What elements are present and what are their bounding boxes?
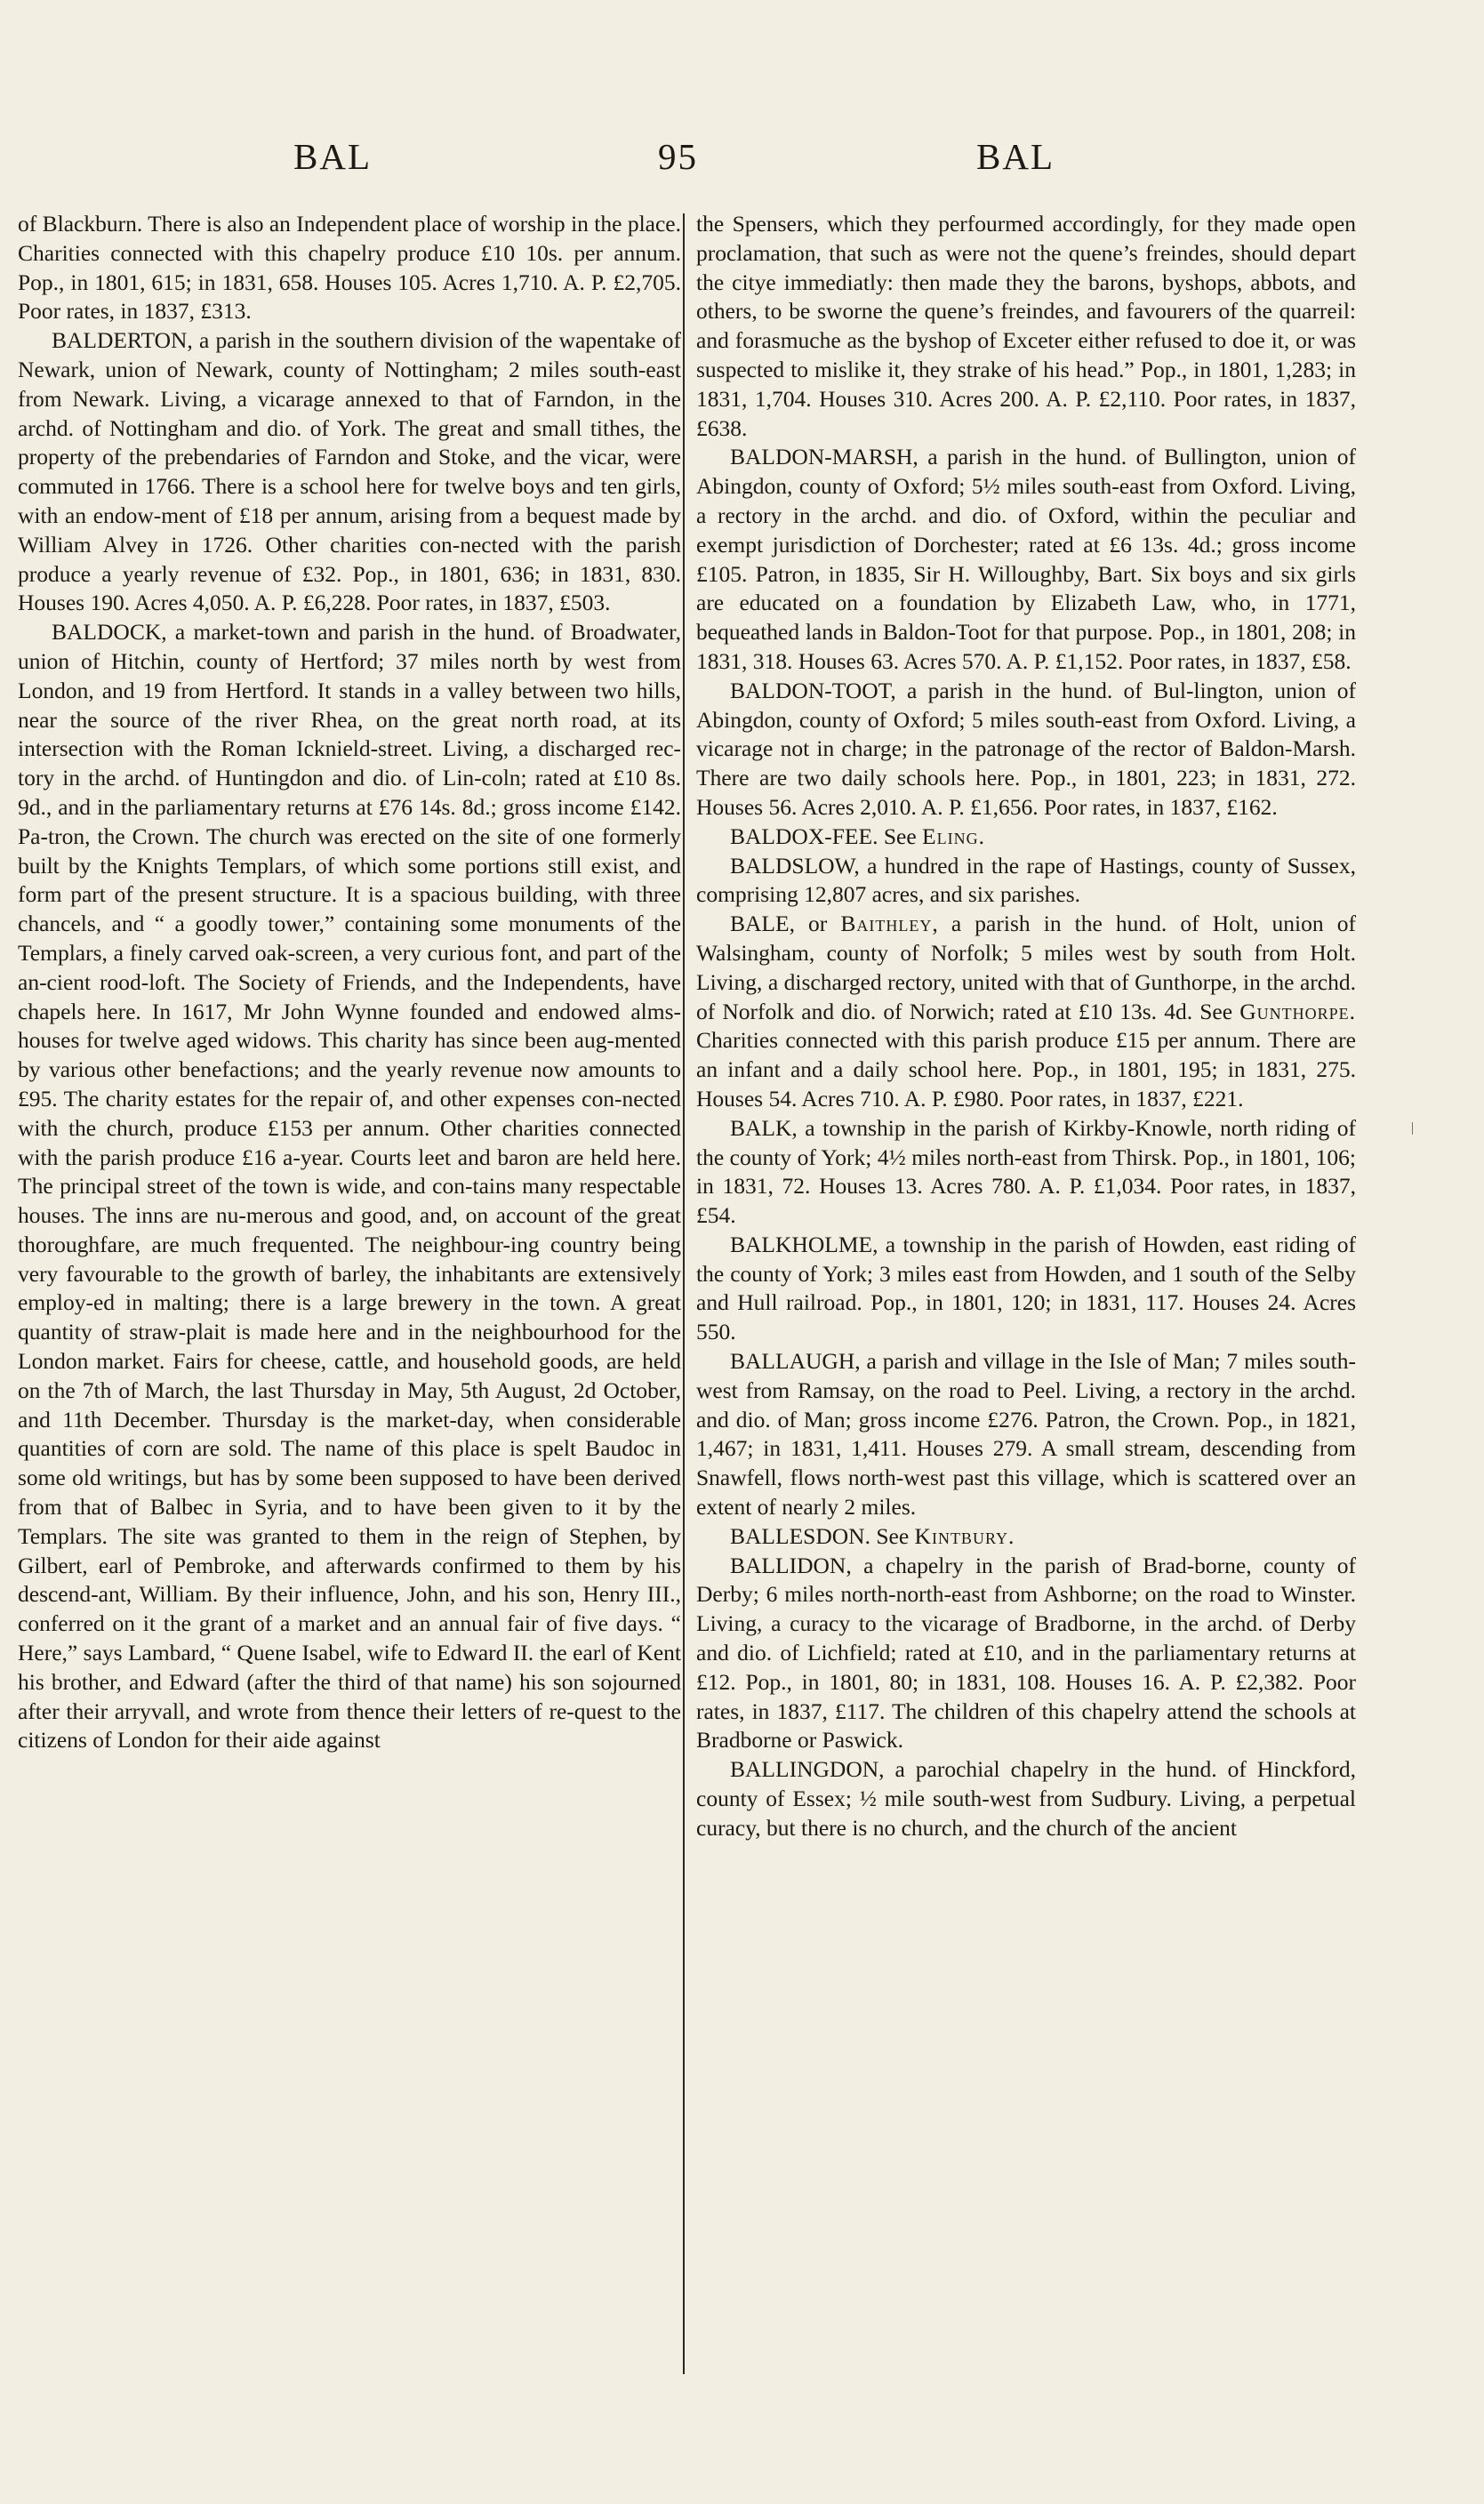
entry-bale — [696, 910, 1356, 1114]
entry-ballesdon — [696, 1522, 1356, 1552]
column-divider — [683, 213, 685, 2374]
running-header — [0, 135, 1484, 178]
entry-ballingdon: BALLINGDON, a parochial chapelry in the hund. of Hinckford, county of Essex; ½ mile south-west from Sudbury. Living, a perpetual curacy, but there is no church, and the church of the ancient — [696, 1756, 1356, 1841]
right-column — [696, 210, 1356, 1843]
entry-baldon-marsh: BALDON-MARSH, a parish in the hund. of Bullington, union of Abingdon, county of Oxford; 5½ miles south-east from Oxford. Living, a rectory in the archd. and dio. of Oxford, within the peculiar and exempt jurisdiction of Dorchester; rated at £6 13s. 4d.; gross income £105. Patron, in 1835, Sir H. Willoughby, Bart. Six boys and six girls are educated on a foundation by Elizabeth Law, who, in 1771, bequeathed lands in Baldon-Toot for that purpose. Pop., in 1801, 208; in 1831, 318. Houses 63. Acres 570. A. P. £1,152. Poor rates, in 1837, £58. — [696, 444, 1356, 674]
entry-baldon-toot: BALDON-TOOT, a parish in the hund. of Bul-lington, union of Abingdon, county of Oxford; 5 miles south-east from Oxford. Living, a vicarage not in charge; in the patronage of the rector of Baldon-Marsh. There are two daily schools here. Pop., in 1801, 223; in 1831, 272. Houses 56. Acres 2,010. A. P. £1,656. Poor rates, in 1837, £162. — [696, 677, 1356, 820]
margin-mark — [1412, 1122, 1413, 1135]
entry-text: , a parish in the hund. of Holt, union of Walsingham, county of Norfolk; 5 miles west by south from Holt. Living, a discharged rectory, united with that of Gunthorpe, in the archd. of Norfolk and dio. of Norwich; rated at £10 13s. 4d. See — [696, 911, 1356, 1024]
alternate-name: Baithley — [840, 911, 933, 937]
entry-text: Charities connected with this parish produce £15 per annum. There are an infant and a daily school here. Pop., in 1801, 195; in 1831, 275. Houses 54. Acres 710. A. P. £980. Poor rates, in 1837, £221. — [696, 1027, 1356, 1112]
entry-text: BALLESDON. See — [730, 1522, 915, 1549]
entry-baldock: BALDOCK, a market-town and parish in the hund. of Broadwater, union of Hitchin, county of Hertford; 37 miles north by west from London, and 19 from Hertford. It stands in a valley between two hills, near the source of the river Rhea, on the great north road, at its intersection with the Roman Icknield-street. Living, a discharged rec-tory in the archd. of Huntingdon and dio. of Lin-coln; rated at £10 8s. 9d., and in the parliamentary returns at £76 14s. 8d.; gross income £142. Pa-tron, the Crown. The church was erected on the site of one formerly built by the Knights Templars, of which some portions still exist, and form part of the present structure. It is a spacious building, with three chancels, and “ a goodly tower,” containing some monuments of the Templars, a finely carved oak-screen, a very curious font, and part of the an-cient rood-loft. The Society of Friends, and the Independents, have chapels here. In 1617, Mr John Wynne founded and endowed alms-houses for twelve aged widows. This charity has since been aug-mented by various other benefactions; and the yearly revenue now amounts to £95. The charity estates for the repair of, and other expenses con-nected with the church, produce £153 per annum. Other charities connected with the parish produce £16 a-year. Courts leet and baron are held here. The principal street of the town is wide, and con-tains many respectable houses. The inns are nu-merous and good, and, on account of the great thoroughfare, are much frequented. The neighbour-ing country being very favourable to the growth of barley, the inhabitants are extensively employ-ed in malting; there is a large brewery in the town. A great quantity of straw-plait is made here and in the neighbourhood for the London market. Fairs for cheese, cattle, and household goods, are held on the 7th of March, the last Thursday in May, 5th August, 2d October, and 11th December. Thursday is the market-day, when considerable quantities of corn are sold. The name of this place is spelt Baudoc in some old writings, but has by some been supposed to have been derived from that of Balbec in Syria, and to have been given to it by the Templars. The site was granted to them in the reign of Stephen, by Gilbert, earl of Pembroke, and afterwards confirmed to them by his descend-ant, William. By their influence, John, and his son, Henry III., conferred on it the grant of a market and an annual fair of five days. “ Here,” says Lambard, “ Quene Isabel, wife to Edward II. the earl of Kent his brother, and Edward (after the third of that name) his son sojourned after their arryvall, and wrote from thence their letters of re-quest to the citizens of London for their aide against — [18, 619, 681, 1754]
header-right-word: BAL — [976, 136, 1055, 177]
cross-reference: Eling. — [922, 823, 985, 849]
cross-reference: Kintbury. — [914, 1522, 1015, 1549]
entry-continuation: of Blackburn. There is also an Independent place of worship in the place. Charities connected with this chapelry produce £10 10s. per annum. Pop., in 1801, 615; in 1831, 658. Houses 105. Acres 1,710. A. P. £2,705. Poor rates, in 1837, £313. — [18, 211, 681, 325]
entry-baldock-continued: the Spensers, which they perfourmed accordingly, for they made open proclamation, that such as were not the quene’s freindes, should depart the citye immediatly: then made they the barons, byshops, abbots, and others, to be sworne the quene’s freindes, and favourers of the quarreil: and forasmuche as the byshop of Exceter either refused to doe it, or was suspected to mislike it, they strake of his head.” Pop., in 1801, 1,283; in 1831, 1,704. Houses 310. Acres 200. A. P. £2,110. Poor rates, in 1837, £638. — [696, 211, 1356, 441]
entry-baldslow: BALDSLOW, a hundred in the rape of Hastings, county of Sussex, comprising 12,807 acres, and six parishes. — [696, 852, 1356, 908]
entry-balkholme: BALKHOLME, a township in the parish of Howden, east riding of the county of York; 3 miles east from Howden, and 1 south of the Selby and Hull railroad. Pop., in 1801, 120; in 1831, 117. Houses 24. Acres 550. — [696, 1231, 1356, 1345]
left-column — [18, 210, 681, 1755]
page-number: 95 — [658, 136, 698, 177]
entry-balk: BALK, a township in the parish of Kirkby-Knowle, north riding of the county of York; 4½ miles north-east from Thirsk. Pop., in 1801, 106; in 1831, 72. Houses 13. Acres 780. A. P. £1,034. Poor rates, in 1837, £54. — [696, 1114, 1356, 1229]
header-left-word: BAL — [293, 136, 372, 177]
entry-baldox-fee — [696, 823, 1356, 852]
entry-ballaugh: BALLAUGH, a parish and village in the Isle of Man; 7 miles south-west from Ramsay, on the road to Peel. Living, a rectory in the archd. and dio. of Man; gross income £276. Patron, the Crown. Pop., in 1821, 1,467; in 1831, 1,411. Houses 279. A small stream, descending from Snawfell, flows north-west past this village, which is scattered over an extent of nearly 2 miles. — [696, 1348, 1356, 1521]
entry-ballidon: BALLIDON, a chapelry in the parish of Brad-borne, county of Derby; 6 miles north-north-east from Ashborne; on the road to Winster. Living, a curacy to the vicarage of Bradborne, in the archd. of Derby and dio. of Lichfield; rated at £10, and in the parliamentary returns at £12. Pop., in 1801, 80; in 1831, 108. Houses 16. A. P. £2,382. Poor rates, in 1837, £117. The children of this chapelry attend the schools at Bradborne or Paswick. — [696, 1552, 1356, 1754]
entry-balderton: BALDERTON, a parish in the southern division of the wapentake of Newark, union of Newark, county of Nottingham; 2 miles south-east from Newark. Living, a vicarage annexed to that of Farndon, in the archd. of Nottingham and dio. of York. The great and small tithes, the property of the prebendaries of Farndon and Stoke, and the vicar, were commuted in 1766. There is a school here for twelve boys and ten girls, with an endow-ment of £18 per annum, arising from a bequest made by William Alvey in 1726. Other charities con-nected with the parish produce a yearly revenue of £32. Pop., in 1801, 636; in 1831, 830. Houses 190. Acres 4,050. A. P. £6,228. Poor rates, in 1837, £503. — [18, 327, 681, 616]
entry-text: BALDOX-FEE. See — [730, 823, 923, 849]
cross-reference: Gunthorpe. — [1239, 998, 1356, 1024]
entry-text: BALE, or — [730, 911, 841, 937]
